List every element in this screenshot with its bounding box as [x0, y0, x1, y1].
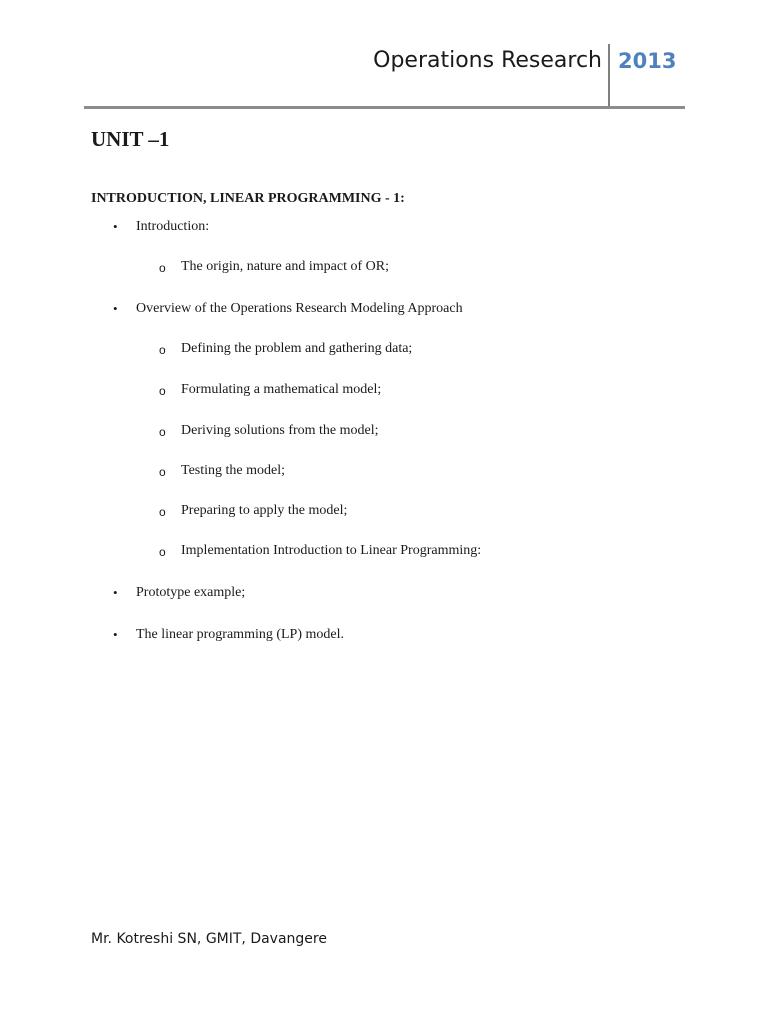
- outline-item-text: Defining the problem and gathering data;: [181, 341, 413, 356]
- sub-bullet-icon: o: [159, 261, 166, 275]
- bullet-icon: •: [113, 219, 118, 234]
- outline-item-text: Implementation Introduction to Linear Programming:: [181, 543, 482, 558]
- outline-item-text: The origin, nature and impact of OR;: [181, 259, 389, 274]
- sub-bullet-icon: o: [159, 465, 166, 479]
- page-footer: Mr. Kotreshi SN, GMIT, Davangere: [91, 931, 327, 947]
- outline-item-text: Testing the model;: [181, 463, 286, 478]
- sub-bullet-icon: o: [159, 425, 166, 439]
- unit-title: UNIT –1: [91, 127, 170, 151]
- page-header: [84, 44, 685, 108]
- outline-item-text: Preparing to apply the model;: [181, 503, 348, 518]
- sub-bullet-icon: o: [159, 384, 166, 398]
- sub-bullet-icon: o: [159, 343, 166, 357]
- header-divider: [608, 44, 610, 108]
- bullet-icon: •: [113, 301, 118, 316]
- header-rule: [84, 106, 685, 109]
- bullet-icon: •: [113, 585, 118, 600]
- outline-item-text: Deriving solutions from the model;: [181, 423, 379, 438]
- section-heading: INTRODUCTION, LINEAR PROGRAMMING - 1:: [91, 191, 405, 206]
- outline-item-text: Prototype example;: [136, 585, 246, 600]
- outline-item-text: The linear programming (LP) model.: [136, 627, 344, 642]
- outline-item-text: Overview of the Operations Research Modeling Approach: [136, 301, 463, 316]
- sub-bullet-icon: o: [159, 545, 166, 559]
- header-year: 2013: [618, 49, 677, 73]
- header-title: Operations Research: [373, 48, 602, 73]
- outline-item-text: Formulating a mathematical model;: [181, 382, 382, 397]
- bullet-icon: •: [113, 627, 118, 642]
- sub-bullet-icon: o: [159, 505, 166, 519]
- outline-item-text: Introduction:: [136, 219, 210, 234]
